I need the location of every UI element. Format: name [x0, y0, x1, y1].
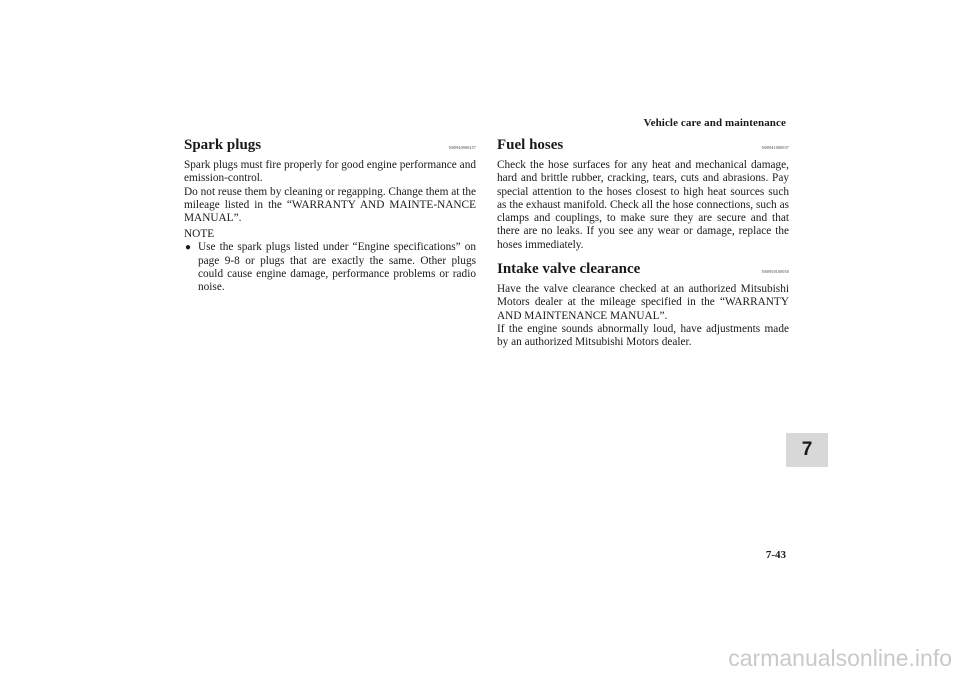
watermark: carmanualsonline.info — [728, 645, 952, 671]
bullet-icon: ● — [185, 242, 192, 254]
intake-valve-paragraph-1: Have the valve clearance checked at an authorized Mitsubishi Motors dealer at the mileage specified in the “WARRANTY AND MAINTENANCE MANUAL”. — [497, 283, 789, 322]
spark-plugs-code: N00940900257 — [448, 145, 476, 150]
intake-valve-code: N00950100050 — [761, 269, 789, 275]
fuel-hoses-title: Fuel hoses — [497, 137, 564, 153]
intake-valve-paragraph-2: If the engine sounds abnormally loud, have adjustments made by an authorized Mitsubishi Motors dealer. — [497, 322, 789, 349]
left-column — [184, 137, 476, 295]
right-column — [497, 137, 789, 350]
note-label: NOTE — [184, 228, 215, 241]
page-header-title: Vehicle care and maintenance — [643, 117, 786, 129]
fuel-hoses-paragraph: Check the hose surfaces for any heat and mechanical damage, hard and brittle rubber, cracking, tears, cuts and abrasions. Pay special attention to the hoses closest to high heat sources such as the exhaust manifold. Check all the hose connections, such as clamps and couplings, to make sure they are secure and that there are no leaks. If you see any wear or damage, replace the hoses immediately. — [497, 159, 789, 251]
note-item — [184, 241, 476, 294]
intake-valve-heading — [497, 261, 789, 279]
note-text: Use the spark plugs listed under “Engine specifications” on page 9-8 or plugs that are exactly the same. Other plugs could cause engine damage, performance problems or radio noise. — [198, 241, 476, 294]
spark-plugs-paragraph-2: Do not reuse them by cleaning or regapping. Change them at the mileage listed in the “WARRANTY AND MAINTE-NANCE MANUAL”. — [184, 185, 476, 225]
spark-plugs-paragraph-1: Spark plugs must fire properly for good engine performance and emission-control. — [184, 159, 476, 185]
intake-valve-title: Intake valve clearance — [497, 261, 641, 278]
spark-plugs-title: Spark plugs — [184, 137, 262, 153]
chapter-tab: 7 — [786, 433, 828, 467]
fuel-hoses-heading — [497, 137, 789, 155]
fuel-hoses-code: N00941000037 — [761, 145, 789, 150]
page-number: 7-43 — [765, 549, 786, 561]
spark-plugs-heading — [184, 137, 476, 155]
